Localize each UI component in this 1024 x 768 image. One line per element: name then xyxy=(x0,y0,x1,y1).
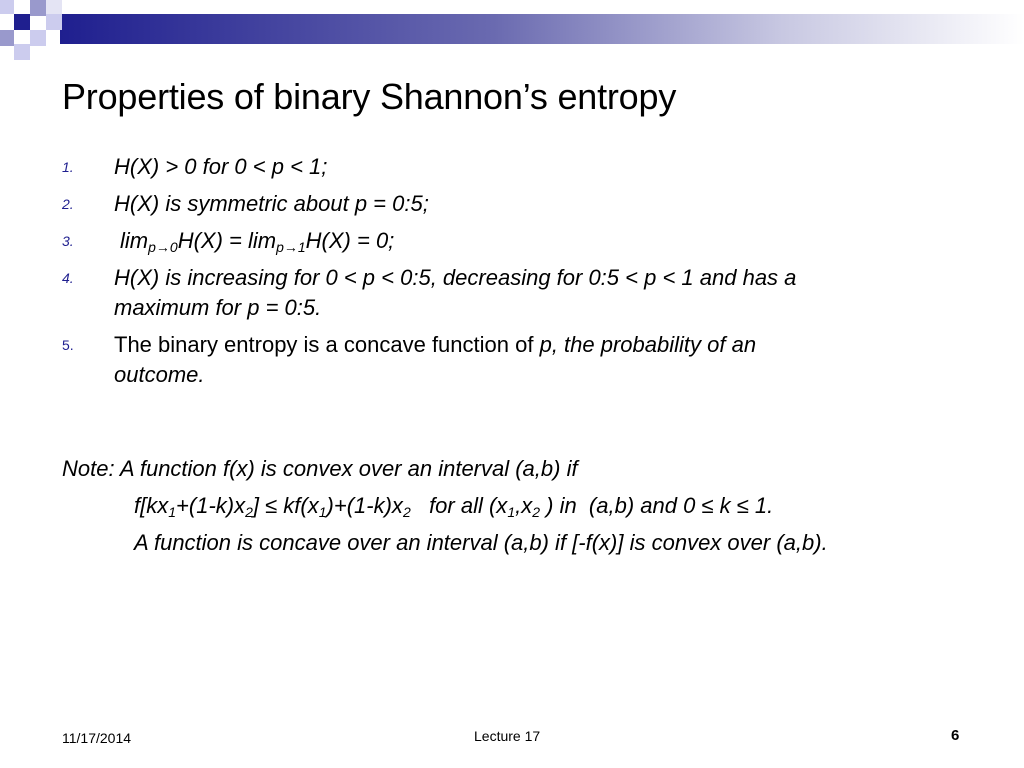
list-text: The binary entropy is a concave function of xyxy=(114,332,540,357)
subscript: p→1 xyxy=(276,239,306,255)
list-number: 3. xyxy=(62,233,74,249)
list-item xyxy=(62,189,962,219)
list-text: H(X) = 0; xyxy=(305,228,395,253)
header-decoration xyxy=(0,0,1024,64)
footer-title: Lecture 17 xyxy=(474,728,541,744)
slide-number: 6 xyxy=(951,727,960,744)
note-block xyxy=(62,450,828,561)
slide-title: Properties of binary Shannon’s entropy xyxy=(62,76,677,117)
properties-list xyxy=(62,152,962,397)
list-text: H(X) = lim xyxy=(177,228,277,253)
list-item xyxy=(62,330,962,390)
list-item xyxy=(62,226,962,256)
list-text: maximum for p = 0:5. xyxy=(114,295,322,320)
list-text: H(X) > 0 for 0 < p < 1; xyxy=(114,154,328,179)
list-number: 2. xyxy=(62,196,74,212)
list-text: H(X) is symmetric about p = 0:5; xyxy=(114,191,429,216)
list-text: lim xyxy=(120,228,149,253)
convex-formula: $f[kx_1+(1-k)x_2] \le kf(x_1)+(1-k)x_2$ for all ($x_1,x_2$ ) in (a,b) and 0 ≤ k ≤ 1. xyxy=(134,493,774,520)
list-item xyxy=(62,152,962,182)
list-number: 4. xyxy=(62,270,74,286)
list-text: H(X) is increasing for 0 < p < 0:5, decreasing for 0:5 < p < 1 and has a xyxy=(114,265,797,290)
list-text-italic: p, the probability of an xyxy=(539,332,757,357)
footer-date: 11/17/2014 xyxy=(62,730,132,746)
list-number: 1. xyxy=(62,159,74,175)
list-item xyxy=(62,263,962,323)
list-number: 5. xyxy=(62,337,74,353)
subscript: p→0 xyxy=(148,239,178,255)
note-line: A function is concave over an interval (a,b) if [-f(x)] is convex over (a,b). xyxy=(134,530,828,555)
list-text: outcome. xyxy=(114,362,205,387)
note-line: Note: A function f(x) is convex over an interval (a,b) if xyxy=(62,456,578,481)
